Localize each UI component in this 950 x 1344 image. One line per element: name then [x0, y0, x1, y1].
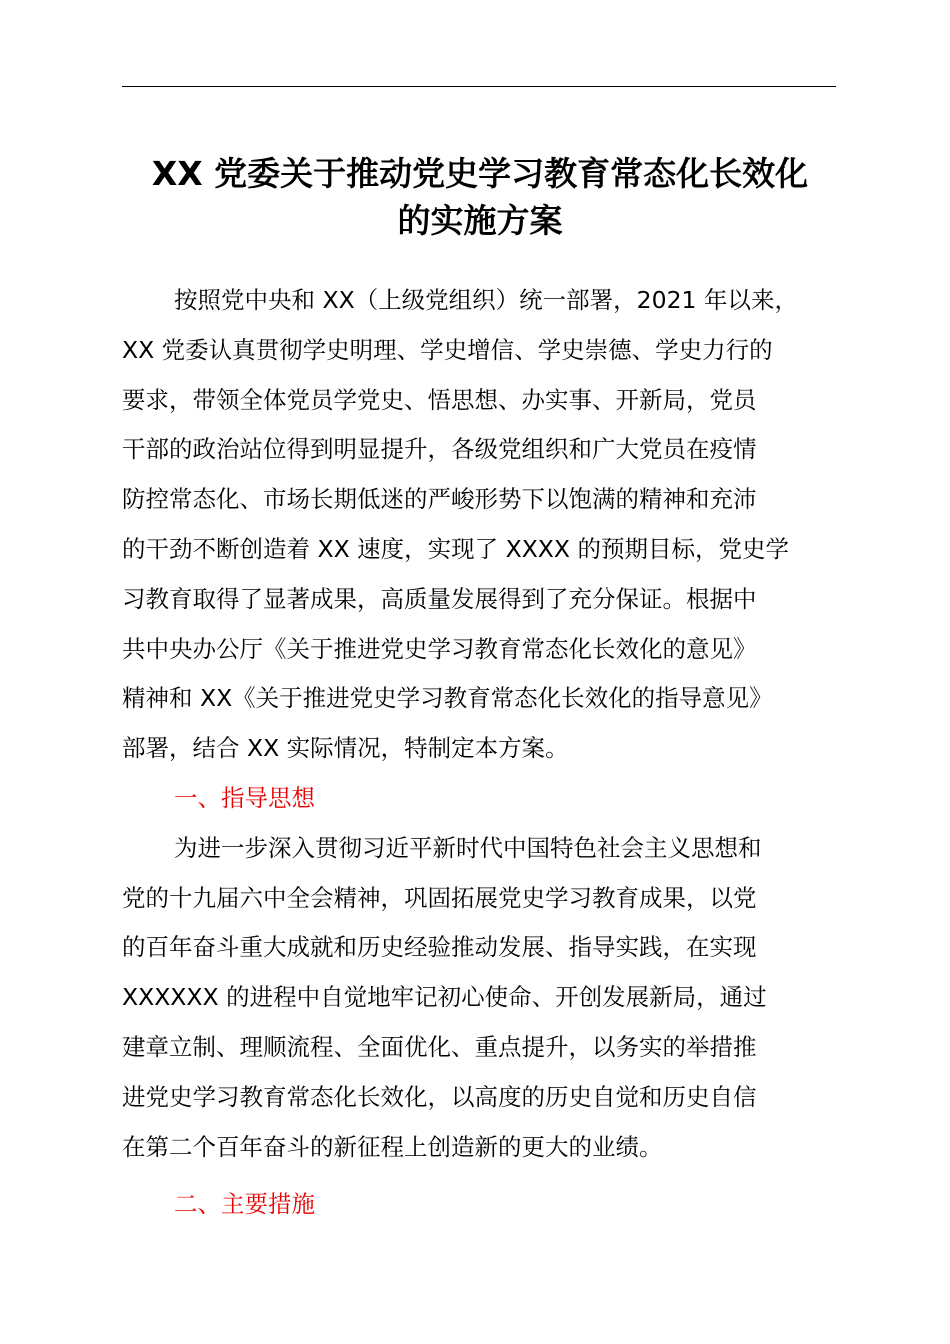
section1-line: 的百年奋斗重大成就和历史经验推动发展、指导实践，在实现 — [122, 933, 757, 962]
guiding-ideology-paragraph — [122, 824, 842, 1173]
intro-line: 精神和 XX《关于推进党史学习教育常态化长效化的指导意见》 — [122, 684, 773, 713]
section-spacer — [122, 1172, 842, 1180]
intro-line: 干部的政治站位得到明显提升，各级党组织和广大党员在疫情 — [122, 435, 757, 464]
title-line-1: XX 党委关于推动党史学习教育常态化长效化 — [151, 154, 809, 193]
section1-line: 党的十九届六中全会精神，巩固拓展党史学习教育成果，以党 — [122, 883, 757, 912]
document-title — [100, 150, 860, 244]
title-line-2: 的实施方案 — [397, 201, 563, 240]
intro-line: 共中央办公厅《关于推进党史学习教育常态化长效化的意见》 — [122, 634, 757, 663]
section-heading-guiding-ideology: 一、指导思想 — [174, 783, 315, 812]
intro-line: 防控常态化、市场长期低迷的严峻形势下以饱满的精神和充沛 — [122, 485, 757, 514]
section1-line: 为进一步深入贯彻习近平新时代中国特色社会主义思想和 — [174, 833, 762, 862]
intro-line: 要求，带领全体党员学党史、悟思想、办实事、开新局，党员 — [122, 385, 757, 414]
intro-line: 部署，结合 XX 实际情况，特制定本方案。 — [122, 734, 569, 763]
section1-line: 进党史学习教育常态化长效化，以高度的历史自觉和历史自信 — [122, 1082, 757, 1111]
intro-line: 习教育取得了显著成果，高质量发展得到了充分保证。根据中 — [122, 584, 757, 613]
header-rule — [122, 86, 836, 87]
intro-line: 按照党中央和 XX（上级党组织）统一部署，2021 年以来， — [174, 286, 798, 314]
section1-line: 在第二个百年奋斗的新征程上创造新的更大的业绩。 — [122, 1132, 663, 1161]
document-body — [122, 276, 842, 1230]
intro-paragraph — [122, 276, 842, 774]
section1-line: 建章立制、理顺流程、全面优化、重点提升，以务实的举措推 — [122, 1032, 757, 1061]
intro-line: XX 党委认真贯彻学史明理、学史增信、学史崇德、学史力行的 — [122, 335, 773, 364]
intro-line: 的干劲不断创造着 XX 速度，实现了 XXXX 的预期目标，党史学 — [122, 534, 789, 563]
section-heading-main-measures: 二、主要措施 — [174, 1190, 315, 1219]
section1-line: XXXXXX 的进程中自觉地牢记初心使命、开创发展新局，通过 — [122, 983, 767, 1012]
